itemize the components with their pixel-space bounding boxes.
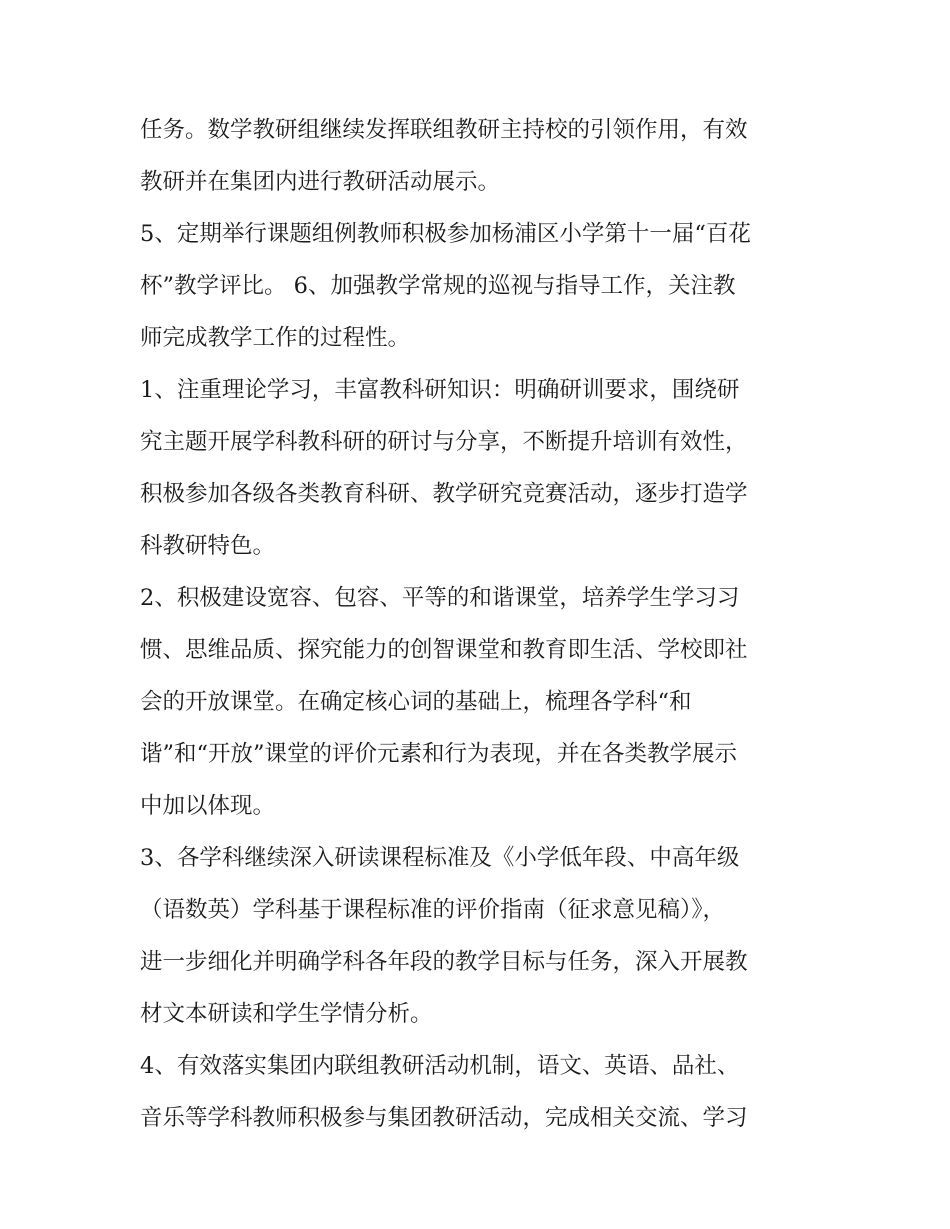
text-line: 师完成教学工作的过程性。: [140, 325, 411, 351]
text-line: 中加以体现。: [140, 793, 276, 819]
text-line: 材文本研读和学生学情分析。: [140, 1001, 433, 1027]
text-line: 杯”教学评比。 6、加强教学常规的巡视与指导工作，关注教: [140, 273, 736, 299]
text-line: 2、积极建设宽容、包容、平等的和谐课堂，培养学生学习习: [140, 585, 740, 611]
text-line: 究主题开展学科教科研的研讨与分享，不断提升培训有效性，: [140, 429, 748, 455]
text-line: 5、定期举行课题组例教师积极参加杨浦区小学第十一届“百花: [140, 221, 751, 247]
text-line: 4、有效落实集团内联组教研活动机制，语文、英语、品社、: [140, 1053, 740, 1079]
text-line: 任务。数学教研组继续发挥联组教研主持校的引领作用，有效: [140, 117, 748, 143]
text-line: 音乐等学科教师积极参与集团教研活动，完成相关交流、学习: [140, 1105, 748, 1131]
text-line: 科教研特色。: [140, 533, 276, 559]
text-line: 积极参加各级各类教育科研、教学研究竞赛活动，逐步打造学: [140, 481, 748, 507]
text-line: （语数英）学科基于课程标准的评价指南（征求意见稿）》，: [140, 897, 726, 923]
text-line: 会的开放课堂。在确定核心词的基础上，梳理各学科“和: [140, 689, 692, 715]
text-line: 3、各学科继续深入研读课程标准及《小学低年段、中高年级: [140, 845, 740, 871]
text-line: 进一步细化并明确学科各年段的教学目标与任务，深入开展教: [140, 949, 748, 975]
text-line: 教研并在集团内进行教研活动展示。: [140, 169, 501, 195]
text-line: 1、注重理论学习，丰富教科研知识：明确研训要求，围绕研: [140, 377, 740, 403]
text-line: 谐”和“开放”课堂的评价元素和行为表现，并在各类教学展示: [140, 741, 738, 767]
document-body: [140, 104, 820, 1144]
text-line: 惯、思维品质、探究能力的创智课堂和教育即生活、学校即社: [140, 637, 748, 663]
